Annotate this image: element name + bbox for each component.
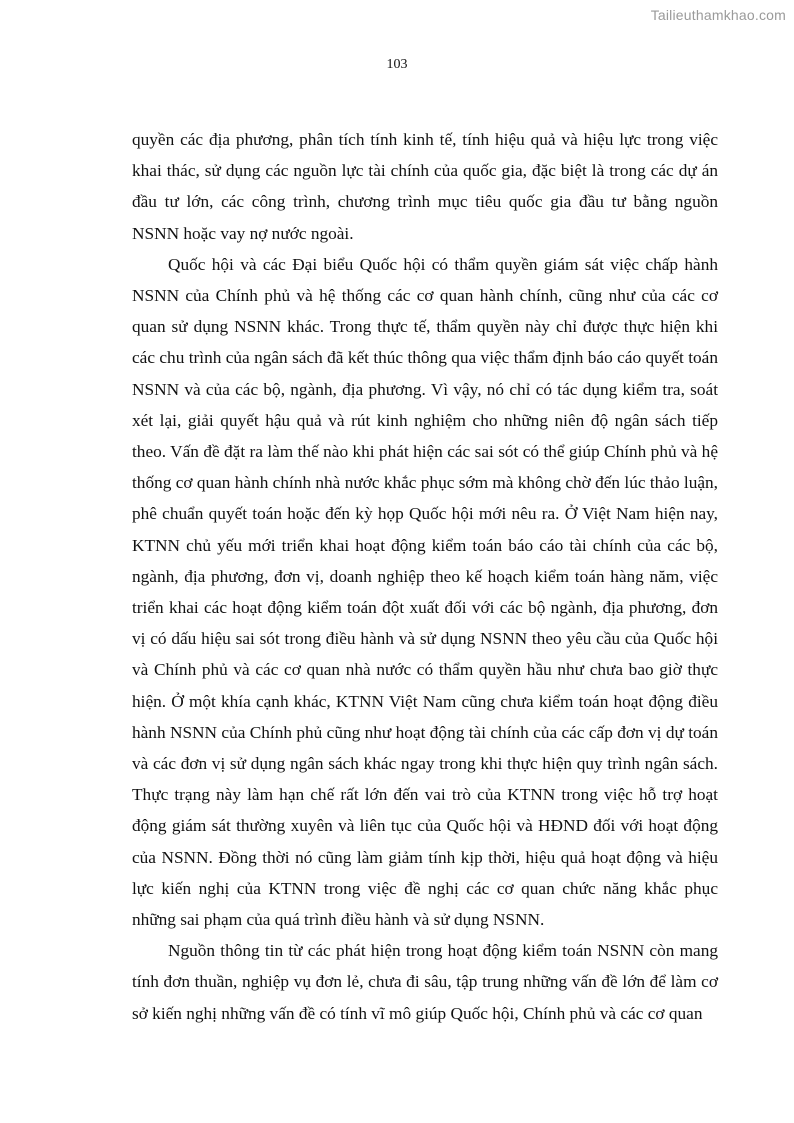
- page-number: 103: [386, 57, 408, 72]
- watermark: Tailieuthamkhao.com: [650, 7, 786, 23]
- paragraph-parliament-oversight: Quốc hội và các Đại biểu Quốc hội có thẩm quyền giám sát việc chấp hành NSNN của Chính phủ và hệ thống các cơ quan hành chính, cũng như của các cơ quan sử dụng NSNN khác. Trong thực tế, thẩm quyền này chỉ được thực hiện khi các chu trình của ngân sách đã kết thúc thông qua việc thẩm định báo cáo quyết toán NSNN và của các bộ, ngành, địa phương. Vì vậy, nó chỉ có tác dụng kiểm tra, soát xét lại, giải quyết hậu quả và rút kinh nghiệm cho những niên độ ngân sách tiếp theo. Vấn đề đặt ra làm thế nào khi phát hiện các sai sót có thể giúp Chính phủ và hệ thống cơ quan hành chính nhà nước khắc phục sớm mà không chờ đến lúc thảo luận, phê chuẩn quyết toán hoặc đến kỳ họp Quốc hội mới nêu ra. Ở Việt Nam hiện nay, KTNN chủ yếu mới triển khai hoạt động kiểm toán báo cáo tài chính của các bộ, ngành, địa phương, đơn vị, doanh nghiệp theo kế hoạch kiểm toán hàng năm, việc triển khai các hoạt động kiểm toán đột xuất đối với các bộ ngành, địa phương, đơn vị có dấu hiệu sai sót trong điều hành và sử dụng NSNN theo yêu cầu của Quốc hội và Chính phủ và các cơ quan nhà nước có thẩm quyền hầu như chưa bao giờ thực hiện. Ở một khía cạnh khác, KTNN Việt Nam cũng chưa kiểm toán hoạt động điều hành NSNN của Chính phủ cũng như hoạt động tài chính của các cấp đơn vị dự toán và các đơn vị sử dụng ngân sách khác ngay trong khi thực hiện quy trình ngân sách. Thực trạng này làm hạn chế rất lớn đến vai trò của KTNN trong việc hỗ trợ hoạt động giám sát thường xuyên và liên tục của Quốc hội và HĐND đối với hoạt động của NSNN. Đồng thời nó cũng làm giảm tính kịp thời, hiệu quả hoạt động và hiệu lực kiến nghị của KTNN trong việc đề nghị các cơ quan chức năng khắc phục những sai phạm của quá trình điều hành và sử dụng NSNN.: [132, 254, 718, 930]
- paragraph-audit-findings: Nguồn thông tin từ các phát hiện trong hoạt động kiểm toán NSNN còn mang tính đơn thuần, nghiệp vụ đơn lẻ, chưa đi sâu, tập trung những vấn đề lớn để làm cơ sở kiến nghị những vấn đề có tính vĩ mô giúp Quốc hội, Chính phủ và các cơ quan: [132, 941, 718, 1023]
- document-body: [132, 124, 718, 1029]
- paragraph-continuation: quyền các địa phương, phân tích tính kinh tế, tính hiệu quả và hiệu lực trong việc khai thác, sử dụng các nguồn lực tài chính của quốc gia, đặc biệt là trong các dự án đầu tư lớn, các công trình, chương trình mục tiêu quốc gia đầu tư bằng nguồn NSNN hoặc vay nợ nước ngoài.: [132, 130, 718, 243]
